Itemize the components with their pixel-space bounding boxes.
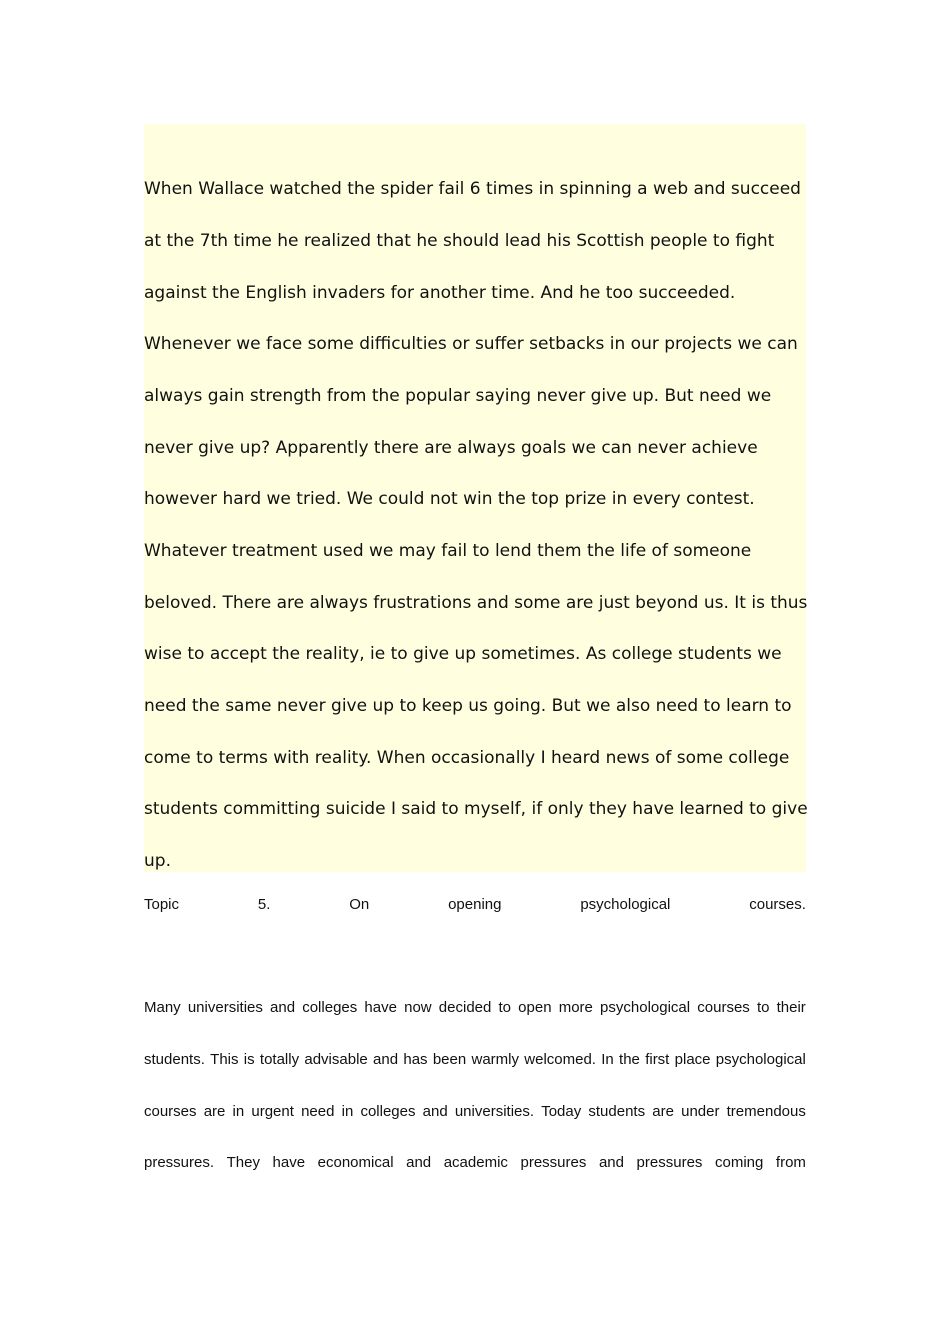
body-word: pressures. xyxy=(144,1154,215,1171)
body-word: and xyxy=(270,999,296,1016)
body-word: been xyxy=(432,1051,467,1068)
body-word: need xyxy=(301,1103,335,1120)
body-word: in xyxy=(232,1103,245,1120)
body-word: urgent xyxy=(251,1103,294,1120)
essay-line: up. xyxy=(144,851,171,871)
body-line xyxy=(144,999,806,1017)
body-word: and xyxy=(373,1051,399,1068)
body-word: more xyxy=(558,999,593,1016)
topic-heading xyxy=(144,896,806,914)
body-word: colleges xyxy=(360,1103,416,1120)
body-word: Today xyxy=(541,1103,582,1120)
body-word: In xyxy=(601,1051,614,1068)
body-word: economical xyxy=(317,1154,394,1171)
body-word: to xyxy=(756,999,770,1016)
body-word: advisable xyxy=(304,1051,368,1068)
topic-word: courses. xyxy=(749,896,806,913)
body-word: and xyxy=(422,1103,448,1120)
body-word: universities xyxy=(187,999,263,1016)
essay-line: Whatever treatment used we may fail to lend them the life of someone xyxy=(144,541,752,561)
essay-line: Whenever we face some difficulties or suffer setbacks in our projects we can xyxy=(144,334,798,354)
body-word: pressures xyxy=(520,1154,587,1171)
essay-line: against the English invaders for another time. And he too succeeded. xyxy=(144,283,736,303)
essay-line: always gain strength from the popular saying never give up. But need we xyxy=(144,386,772,406)
body-word: in xyxy=(341,1103,354,1120)
body-word: are xyxy=(203,1103,226,1120)
body-word: has xyxy=(403,1051,428,1068)
body-word: colleges xyxy=(302,999,358,1016)
body-word: coming xyxy=(714,1154,764,1171)
body-word: have xyxy=(272,1154,306,1171)
body-word: psychological xyxy=(600,999,691,1016)
body-word: are xyxy=(652,1103,674,1120)
essay-line: at the 7th time he realized that he should lead his Scottish people to fight xyxy=(144,231,775,251)
topic-word: Topic xyxy=(144,896,180,913)
body-word: under xyxy=(681,1103,720,1120)
body-word: universities. xyxy=(454,1103,535,1120)
essay-line: beloved. There are always frustrations and some are just beyond us. It is thus xyxy=(144,593,808,613)
body-word: the xyxy=(619,1051,640,1068)
body-word: students xyxy=(588,1103,646,1120)
body-word: courses xyxy=(697,999,750,1016)
body-word: totally xyxy=(259,1051,300,1068)
body-line xyxy=(144,1103,806,1121)
body-word: place xyxy=(674,1051,711,1068)
body-word: courses xyxy=(144,1103,197,1120)
essay-line: need the same never give up to keep us going. But we also need to learn to xyxy=(144,696,792,716)
body-word: Many xyxy=(144,999,181,1016)
body-word: psychological xyxy=(715,1051,806,1068)
body-word: students. xyxy=(144,1051,205,1068)
essay-line: students committing suicide I said to myself, if only they have learned to give xyxy=(144,799,808,819)
body-word: have xyxy=(364,999,397,1016)
body-line xyxy=(144,1051,806,1069)
topic-word: On xyxy=(349,896,370,913)
essay-line: never give up? Apparently there are always goals we can never achieve xyxy=(144,438,758,458)
body-word: first xyxy=(645,1051,670,1068)
essay-line: however hard we tried. We could not win the top prize in every contest. xyxy=(144,489,755,509)
body-word: decided xyxy=(438,999,492,1016)
body-word: is xyxy=(243,1051,255,1068)
essay-line: When Wallace watched the spider fail 6 times in spinning a web and succeed xyxy=(144,179,801,199)
body-word: welcomed. xyxy=(524,1051,596,1068)
body-word: pressures xyxy=(636,1154,703,1171)
body-word: and xyxy=(406,1154,432,1171)
body-word: This xyxy=(210,1051,239,1068)
body-word: from xyxy=(775,1154,806,1171)
body-word: to xyxy=(498,999,512,1016)
essay-line: come to terms with reality. When occasionally I heard news of some college xyxy=(144,748,790,768)
body-word: They xyxy=(226,1154,260,1171)
body-line xyxy=(144,1154,806,1172)
body-word: warmly xyxy=(471,1051,519,1068)
topic-word: 5. xyxy=(257,896,271,913)
body-word: and xyxy=(598,1154,624,1171)
essay-line: wise to accept the reality, ie to give up sometimes. As college students we xyxy=(144,644,782,664)
topic-word: psychological xyxy=(580,896,671,913)
body-word: tremendous xyxy=(726,1103,806,1120)
topic-word: opening xyxy=(448,896,502,913)
body-word: now xyxy=(404,999,432,1016)
body-word: academic xyxy=(443,1154,508,1171)
body-word: open xyxy=(518,999,552,1016)
body-word: their xyxy=(776,999,806,1016)
